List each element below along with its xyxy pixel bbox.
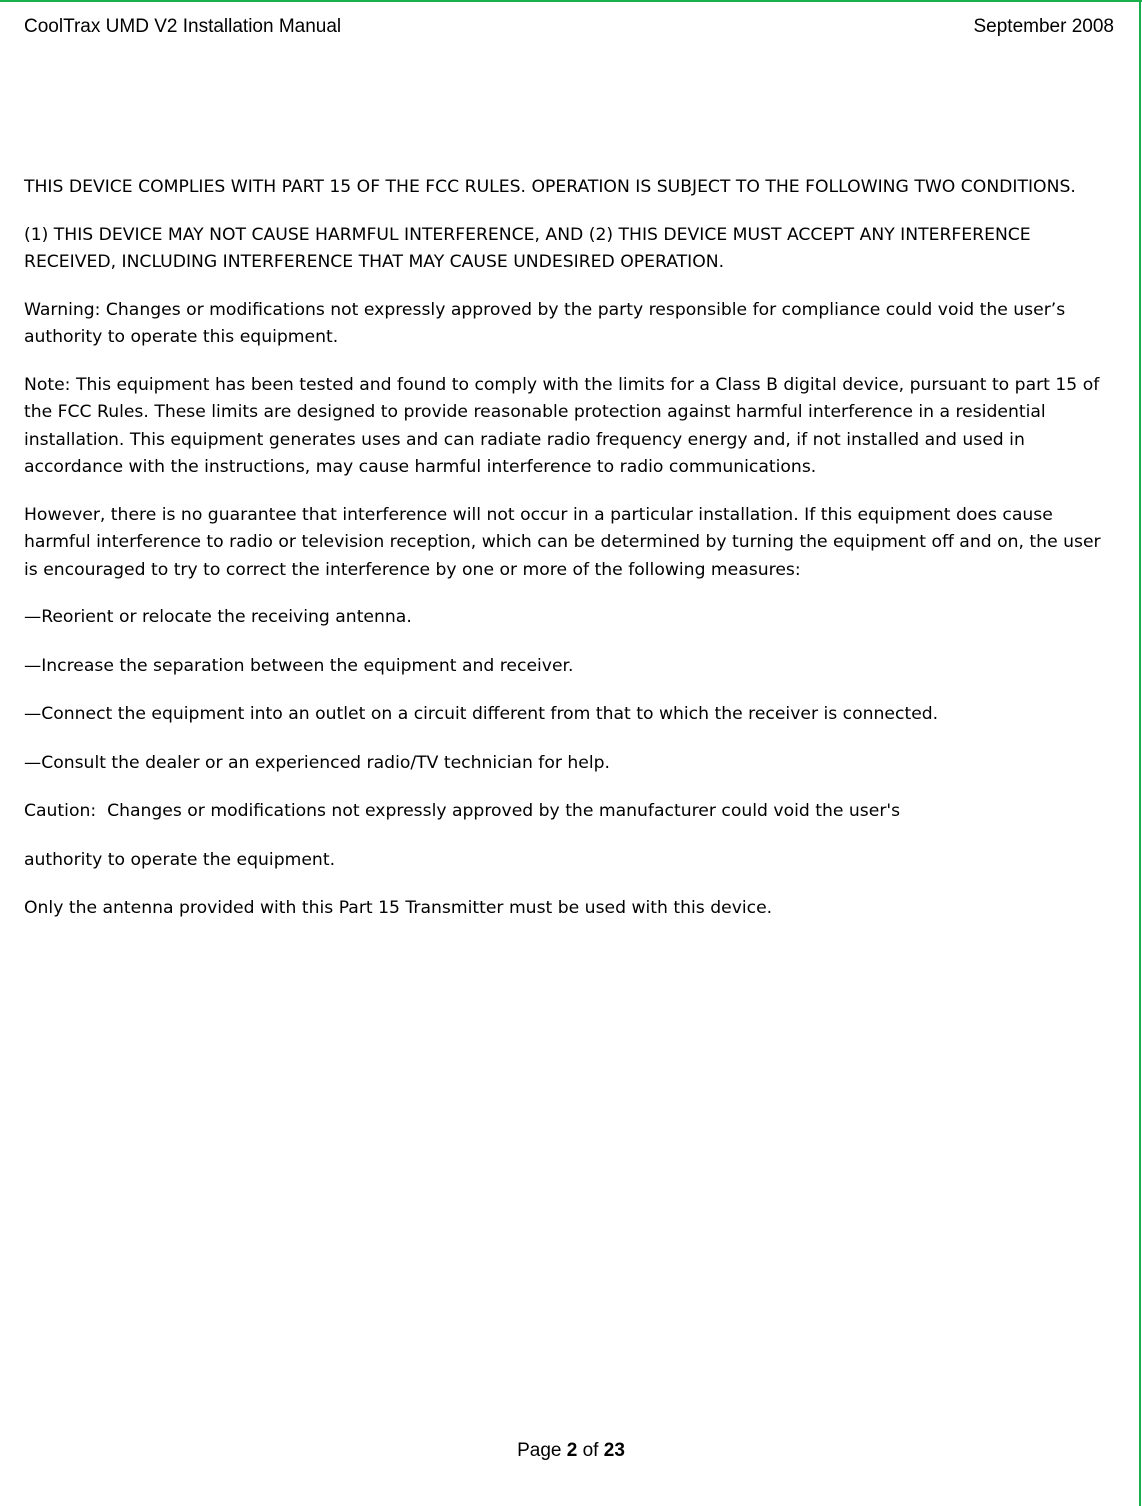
- manual-title: CoolTrax UMD V2 Installation Manual: [24, 16, 342, 37]
- page-header: [24, 16, 1114, 44]
- note-paragraph: Note: This equipment has been tested and found to comply with the limits for a Class B digital device, pursuant to part 15 of the FCC Rules. These limits are designed to provide reasonable protection against harmful interference in a residential installation. This equipment generates uses and can radiate radio frequency energy and, if not installed and used in accordance with the instructions, may cause harmful interference to radio communications.: [24, 374, 1100, 477]
- guarantee-paragraph: However, there is no guarantee that interference will not occur in a particular installation. If this equipment does cause harmful interference to radio or television reception, which can be determined by turning the equipment off and on, the user is encouraged to try to correct the interference by one or more of the following measures:: [24, 504, 1101, 580]
- antenna-note: Only the antenna provided with this Part 15 Transmitter must be used with this device.: [24, 898, 773, 918]
- measure-item: —Increase the separation between the equipment and receiver.: [24, 655, 574, 676]
- current-page-number: 2: [566, 1440, 578, 1461]
- measure-item: —Connect the equipment into an outlet on a circuit different from that to which the receiver is connected.: [24, 704, 939, 724]
- conditions-statement: (1) THIS DEVICE MAY NOT CAUSE HARMFUL INTERFERENCE, AND (2) THIS DEVICE MUST ACCEPT ANY INTERFERENCE RECEIVED, INCLUDING INTERFERENCE THAT MAY CAUSE UNDESIRED OPERATION.: [24, 224, 1031, 272]
- caution-line: Caution: Changes or modifications not expressly approved by the manufacturer could void the user's: [24, 801, 901, 821]
- page-label: Page: [517, 1440, 562, 1461]
- page-border-top: [0, 0, 1142, 2]
- of-label: of: [582, 1440, 599, 1461]
- caution-line-continued: authority to operate the equipment.: [24, 849, 336, 870]
- measure-item: —Consult the dealer or an experienced radio/TV technician for help.: [24, 752, 611, 773]
- total-pages: 23: [603, 1440, 625, 1461]
- measure-item: —Reorient or relocate the receiving antenna.: [24, 607, 412, 627]
- fcc-compliance-text: [24, 174, 1118, 943]
- compliance-statement: THIS DEVICE COMPLIES WITH PART 15 OF THE FCC RULES. OPERATION IS SUBJECT TO THE FOLLOWING TWO CONDITIONS.: [24, 177, 1076, 197]
- page-footer: [0, 1440, 1142, 1462]
- page-border-right: [1139, 0, 1141, 1506]
- manual-date: September 2008: [973, 16, 1114, 37]
- warning-paragraph: Warning: Changes or modifications not expressly approved by the party responsible for compliance could void the user’s authority to operate this equipment.: [24, 299, 1066, 347]
